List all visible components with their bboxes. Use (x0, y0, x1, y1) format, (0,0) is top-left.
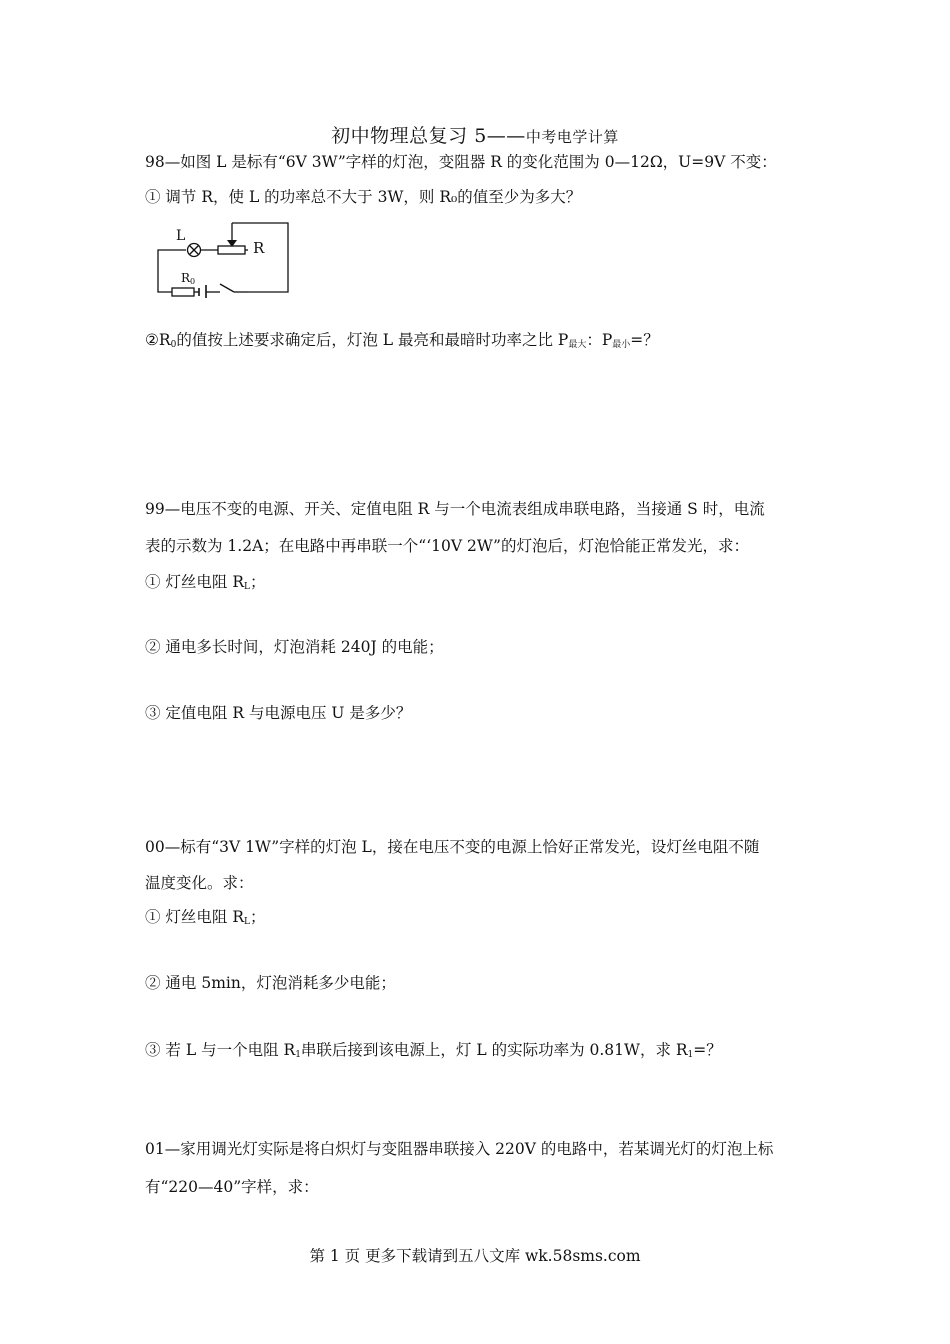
q00-part2: ② 通电 5min，灯泡消耗多少电能； (145, 974, 396, 992)
wire-right-loop (232, 223, 288, 292)
q99-part1: ① 灯丝电阻 $R_L$； (145, 573, 266, 592)
q00-line2: 温度变化。求： (145, 874, 254, 892)
q98-part2: $②R_0$的值按上述要求确定后，灯泡 L 最亮和最暗时功率之比 $P_{最大}$：$P_{最小}=$？ (145, 331, 659, 350)
title-main: 初中物理总复习 5—— (331, 125, 526, 147)
q99-line1: 99—电压不变的电源、开关、定值电阻 R 与一个电流表组成串联电路，当接通 S 时，电流 (145, 500, 765, 518)
q00-line1: 00—标有“3V 1W”字样的灯泡 L，接在电压不变的电源上恰好正常发光，设灯丝电阻不随 (145, 838, 760, 856)
resistor-r0-symbol (172, 288, 194, 296)
q99-part2: ② 通电多长时间，灯泡消耗 240J 的电能； (145, 638, 444, 656)
label-rheostat: R (253, 239, 265, 257)
title-sub: 中考电学计算 (525, 128, 619, 146)
page-title (0, 124, 950, 149)
label-resistor: R0 (181, 271, 196, 286)
q98-part1: ① 调节 R，使 L 的功率总不大于 3W，则 R₀的值至少为多大？ (145, 188, 582, 206)
wire-left-upper (158, 250, 186, 260)
switch-symbol (220, 284, 234, 292)
rheostat-symbol (218, 246, 245, 254)
wire-left-lower (158, 260, 172, 292)
q00-part1: ① 灯丝电阻 $R_L$； (145, 908, 266, 927)
q98-stem: 98—如图 L 是标有“6V 3W”字样的灯泡，变阻器 R 的变化范围为 0—12Ω，U=9V 不变： (145, 153, 777, 171)
label-lamp: L (176, 228, 186, 244)
q00-part3: ③ 若 L 与一个电阻 $R_1$串联后接到该电源上，灯 L 的实际功率为 0.81W，求 $R_1=$？ (145, 1041, 722, 1060)
circuit-diagram (150, 218, 295, 298)
q01-line1: 01—家用调光灯实际是将白炽灯与变阻器串联接入 220V 的电路中，若某调光灯的灯泡上标 (145, 1140, 774, 1158)
page-footer: 第 1 页 更多下载请到五八文库 wk.58sms.com (309, 1247, 641, 1265)
q99-part3: ③ 定值电阻 R 与电源电压 U 是多少？ (145, 704, 412, 722)
q99-line2: 表的示数为 1.2A；在电路中再串联一个“‘10V 2W”的灯泡后，灯泡恰能正常发光，求： (145, 537, 749, 555)
q01-line2: 有“220—40”字样，求： (145, 1178, 319, 1196)
